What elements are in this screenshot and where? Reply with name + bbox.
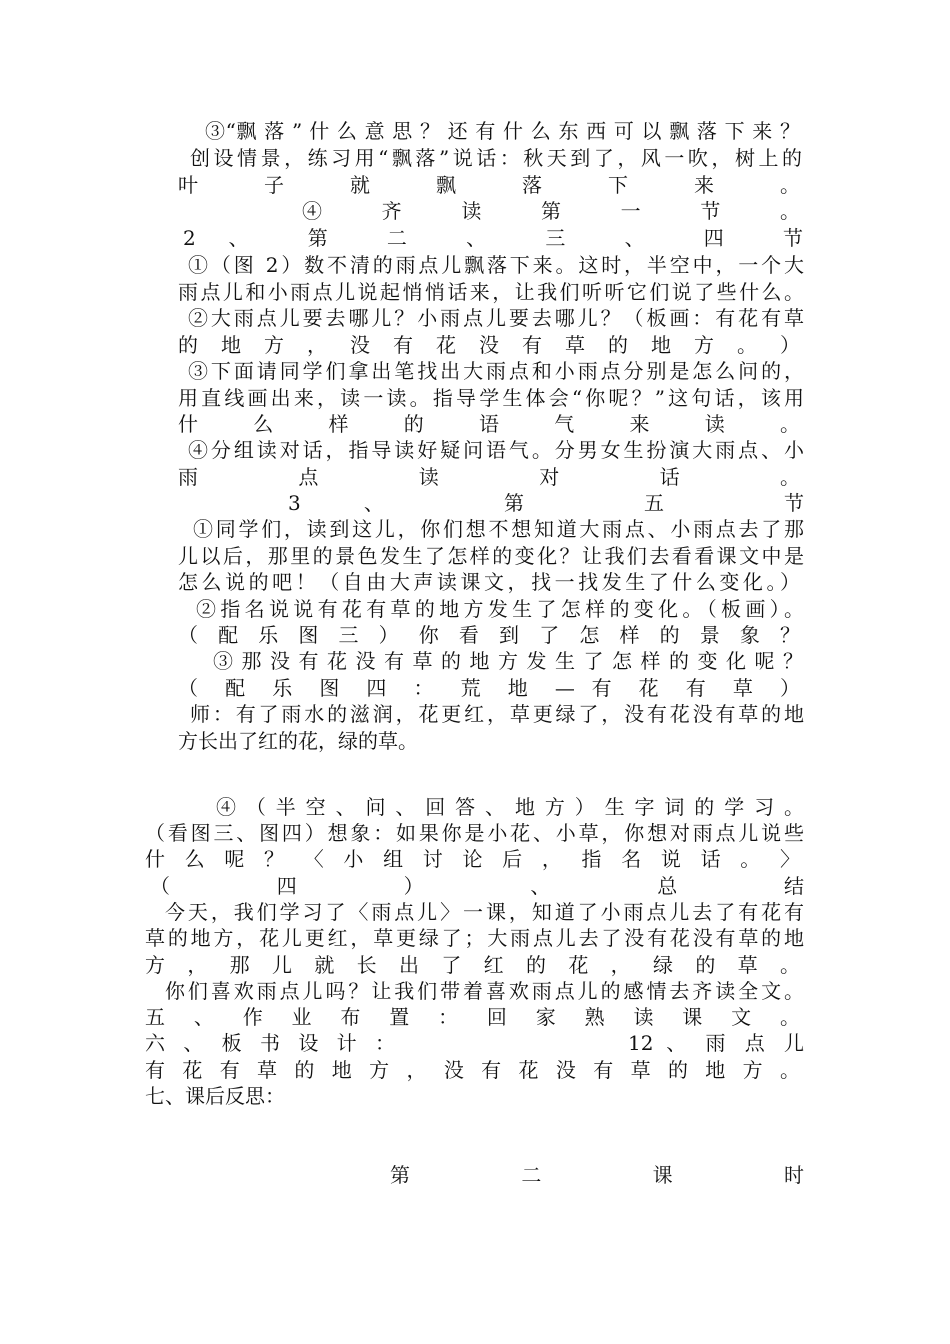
text-line: ①（图 2）数不清的雨点儿飘落下来。这时，半空中，一个大 xyxy=(188,253,804,277)
text-line: 怎么说的吧！（自由大声读课文，找一找发生了什么变化。） xyxy=(178,570,800,594)
text-line: 六 、 板 书 设 计 ： xyxy=(145,1031,395,1055)
text-line: （ 四 ） 、 总 结 xyxy=(150,874,804,898)
text-line: 什 么 呢 ？ 〈 小 组 讨 论 后 ， 指 名 说 话 。 〉 xyxy=(145,847,800,871)
text-line: 12 、 雨 点 儿 xyxy=(628,1031,804,1055)
section-heading: 第 二 课 时 xyxy=(390,1163,804,1187)
text-line: 儿以后，那里的景色发生了怎样的变化？让我们去看看课文中是 xyxy=(178,544,804,568)
text-line: 什 么 样 的 语 气 来 读 。 xyxy=(178,412,800,436)
text-line: 创设情景，练习用“飘落”说话：秋天到了，风一吹，树上的 xyxy=(190,146,802,170)
text-line: 2 、 第 二 、 三 、 四 节 xyxy=(183,226,803,250)
text-line: 七、课后反思： xyxy=(145,1084,285,1108)
text-line: 3 、 第 五 节 xyxy=(288,491,804,515)
text-line: 师：有了雨水的滋润，花更红，草更绿了，没有花没有草的地 xyxy=(190,702,804,726)
text-line: （看图三、图四）想象：如果你是小花、小草，你想对雨点儿说些 xyxy=(145,821,804,845)
text-line: 草的地方，花儿更红，草更绿了；大雨点儿去了没有花没有草的地 xyxy=(145,926,804,950)
text-line: ③ 那 没 有 花 没 有 草 的 地 方 发 生 了 怎 样 的 变 化 呢 ？ xyxy=(213,649,803,673)
text-line: 方 ， 那 儿 就 长 出 了 红 的 花 ， 绿 的 草 。 xyxy=(145,953,800,977)
text-line: 五 、 作 业 布 置 ： 回 家 熟 读 课 文 。 xyxy=(145,1005,800,1029)
text-line: ①同学们，读到这儿，你们想不想知道大雨点、小雨点去了那 xyxy=(193,517,804,541)
text-line: 你们喜欢雨点儿吗？让我们带着喜欢雨点儿的感情去齐读全文。 xyxy=(165,979,804,1003)
text-line: 方长出了红的花，绿的草。 xyxy=(178,729,418,753)
text-line: ②大雨点儿要去哪儿？小雨点儿要去哪儿？（板画：有花有草 xyxy=(188,306,804,330)
text-line: 雨 点 读 对 话 。 xyxy=(178,465,800,489)
text-line: 的 地 方 ， 没 有 花 没 有 草 的 地 方 。 ） xyxy=(178,333,800,357)
text-line: 今天，我们学习了〈雨点儿〉一课，知道了小雨点儿去了有花有 xyxy=(165,900,804,924)
text-line: ④ （ 半 空 、 问 、 回 答 、 地 方 ） 生 字 词 的 学 习 。 xyxy=(216,795,804,819)
text-line: 叶 子 就 飘 落 下 来 。 xyxy=(178,173,800,197)
text-line: ④ 齐 读 第 一 节 。 xyxy=(302,199,800,223)
text-line: 用直线画出来，读一读。指导学生体会“你呢？”这句话，该用 xyxy=(178,386,804,410)
text-line: 有 花 有 草 的 地 方 ， 没 有 花 没 有 草 的 地 方 。 xyxy=(145,1058,800,1082)
text-line: ②指名说说有花有草的地方发生了怎样的变化。（板画）。 xyxy=(196,597,804,621)
text-line: 雨点儿和小雨点儿说起悄悄话来，让我们听听它们说了些什么。 xyxy=(178,280,804,304)
text-line: ③“飘 落 ” 什 么 意 思 ？ 还 有 什 么 东 西 可 以 飘 落 下 来 ？ xyxy=(205,119,800,143)
text-line: ③下面请同学们拿出笔找出大雨点和小雨点分别是怎么问的， xyxy=(188,359,804,383)
text-line: （ 配 乐 图 四 ： 荒 地 — 有 花 有 草 ） xyxy=(178,676,800,700)
text-line: ④分组读对话，指导读好疑问语气。分男女生扮演大雨点、小 xyxy=(188,438,804,462)
text-line: （ 配 乐 图 三 ） 你 看 到 了 怎 样 的 景 象 ？ xyxy=(178,623,800,647)
